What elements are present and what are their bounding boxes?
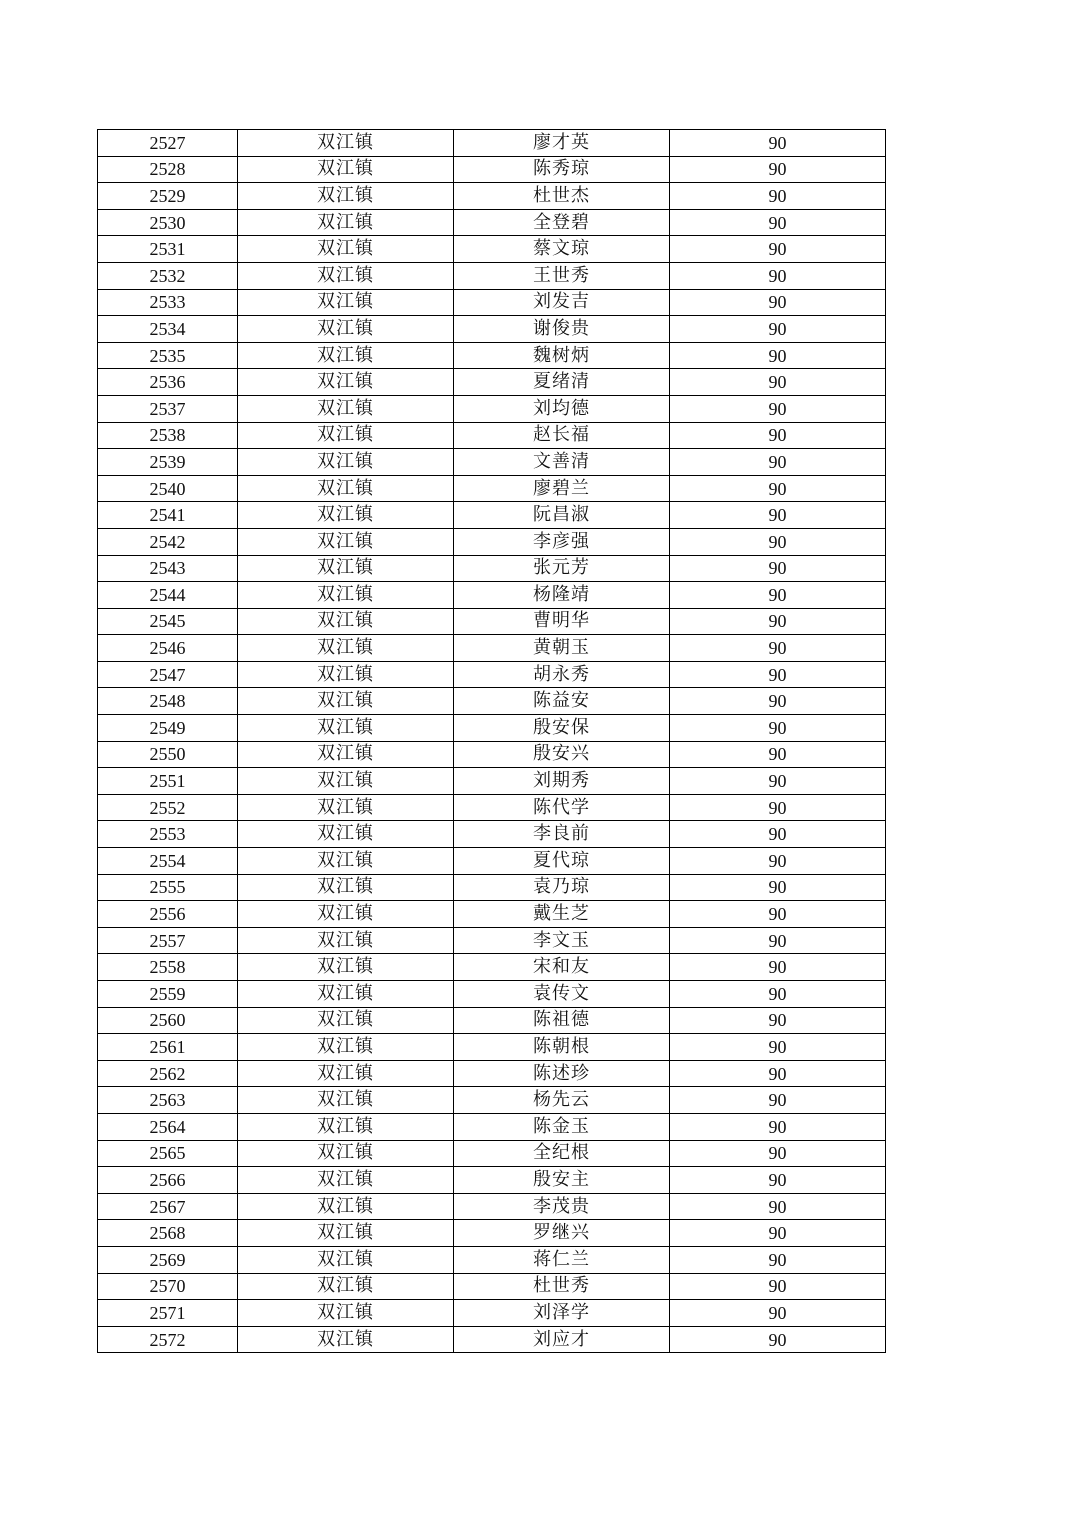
person-name-cell: 李茂贵 [454, 1193, 670, 1220]
roster-table [97, 129, 886, 1353]
person-name-cell: 夏代琼 [454, 848, 670, 875]
row-number-cell: 2532 [98, 262, 238, 289]
person-name-cell: 杨先云 [454, 1087, 670, 1114]
table-row [98, 449, 886, 476]
row-number-cell: 2557 [98, 927, 238, 954]
table-row [98, 1300, 886, 1327]
amount-cell: 90 [670, 874, 886, 901]
town-cell: 双江镇 [238, 1220, 454, 1247]
amount-cell: 90 [670, 1326, 886, 1353]
amount-cell: 90 [670, 981, 886, 1008]
amount-cell: 90 [670, 608, 886, 635]
amount-cell: 90 [670, 342, 886, 369]
row-number-cell: 2556 [98, 901, 238, 928]
amount-cell: 90 [670, 1300, 886, 1327]
amount-cell: 90 [670, 1246, 886, 1273]
table-row [98, 582, 886, 609]
row-number-cell: 2542 [98, 528, 238, 555]
amount-cell: 90 [670, 1167, 886, 1194]
table-row [98, 156, 886, 183]
table-row [98, 688, 886, 715]
table-row [98, 1087, 886, 1114]
town-cell: 双江镇 [238, 582, 454, 609]
table-row [98, 874, 886, 901]
town-cell: 双江镇 [238, 768, 454, 795]
row-number-cell: 2572 [98, 1326, 238, 1353]
person-name-cell: 刘均德 [454, 395, 670, 422]
person-name-cell: 张元芳 [454, 555, 670, 582]
table-row [98, 901, 886, 928]
table-row [98, 555, 886, 582]
person-name-cell: 陈益安 [454, 688, 670, 715]
town-cell: 双江镇 [238, 741, 454, 768]
town-cell: 双江镇 [238, 422, 454, 449]
person-name-cell: 陈述珍 [454, 1060, 670, 1087]
roster-table-body [98, 130, 886, 1353]
town-cell: 双江镇 [238, 502, 454, 529]
row-number-cell: 2564 [98, 1113, 238, 1140]
table-row [98, 422, 886, 449]
amount-cell: 90 [670, 715, 886, 742]
town-cell: 双江镇 [238, 156, 454, 183]
row-number-cell: 2559 [98, 981, 238, 1008]
table-row [98, 635, 886, 662]
amount-cell: 90 [670, 848, 886, 875]
town-cell: 双江镇 [238, 848, 454, 875]
town-cell: 双江镇 [238, 1167, 454, 1194]
table-row [98, 1326, 886, 1353]
amount-cell: 90 [670, 582, 886, 609]
person-name-cell: 文善清 [454, 449, 670, 476]
amount-cell: 90 [670, 1140, 886, 1167]
row-number-cell: 2538 [98, 422, 238, 449]
town-cell: 双江镇 [238, 1087, 454, 1114]
town-cell: 双江镇 [238, 1326, 454, 1353]
amount-cell: 90 [670, 1220, 886, 1247]
person-name-cell: 王世秀 [454, 262, 670, 289]
amount-cell: 90 [670, 449, 886, 476]
person-name-cell: 廖碧兰 [454, 475, 670, 502]
person-name-cell: 胡永秀 [454, 661, 670, 688]
person-name-cell: 殷安兴 [454, 741, 670, 768]
town-cell: 双江镇 [238, 1300, 454, 1327]
row-number-cell: 2528 [98, 156, 238, 183]
table-row [98, 608, 886, 635]
table-row [98, 183, 886, 210]
table-row [98, 927, 886, 954]
town-cell: 双江镇 [238, 954, 454, 981]
table-row [98, 262, 886, 289]
town-cell: 双江镇 [238, 874, 454, 901]
town-cell: 双江镇 [238, 1060, 454, 1087]
town-cell: 双江镇 [238, 927, 454, 954]
amount-cell: 90 [670, 369, 886, 396]
town-cell: 双江镇 [238, 901, 454, 928]
town-cell: 双江镇 [238, 981, 454, 1008]
person-name-cell: 蔡文琼 [454, 236, 670, 263]
person-name-cell: 赵长福 [454, 422, 670, 449]
person-name-cell: 宋和友 [454, 954, 670, 981]
person-name-cell: 殷安保 [454, 715, 670, 742]
table-row [98, 475, 886, 502]
table-row [98, 768, 886, 795]
table-row [98, 715, 886, 742]
table-row [98, 236, 886, 263]
row-number-cell: 2570 [98, 1273, 238, 1300]
amount-cell: 90 [670, 289, 886, 316]
amount-cell: 90 [670, 768, 886, 795]
person-name-cell: 谢俊贵 [454, 316, 670, 343]
table-row [98, 289, 886, 316]
amount-cell: 90 [670, 1193, 886, 1220]
town-cell: 双江镇 [238, 715, 454, 742]
amount-cell: 90 [670, 1060, 886, 1087]
amount-cell: 90 [670, 209, 886, 236]
town-cell: 双江镇 [238, 316, 454, 343]
person-name-cell: 李文玉 [454, 927, 670, 954]
amount-cell: 90 [670, 794, 886, 821]
row-number-cell: 2569 [98, 1246, 238, 1273]
town-cell: 双江镇 [238, 688, 454, 715]
amount-cell: 90 [670, 1273, 886, 1300]
table-row [98, 1034, 886, 1061]
row-number-cell: 2552 [98, 794, 238, 821]
person-name-cell: 罗继兴 [454, 1220, 670, 1247]
amount-cell: 90 [670, 475, 886, 502]
table-row [98, 1167, 886, 1194]
table-row [98, 1273, 886, 1300]
person-name-cell: 刘期秀 [454, 768, 670, 795]
amount-cell: 90 [670, 316, 886, 343]
row-number-cell: 2562 [98, 1060, 238, 1087]
person-name-cell: 蒋仁兰 [454, 1246, 670, 1273]
amount-cell: 90 [670, 262, 886, 289]
person-name-cell: 刘应才 [454, 1326, 670, 1353]
table-row [98, 1113, 886, 1140]
row-number-cell: 2554 [98, 848, 238, 875]
row-number-cell: 2548 [98, 688, 238, 715]
row-number-cell: 2567 [98, 1193, 238, 1220]
row-number-cell: 2571 [98, 1300, 238, 1327]
town-cell: 双江镇 [238, 369, 454, 396]
person-name-cell: 曹明华 [454, 608, 670, 635]
row-number-cell: 2547 [98, 661, 238, 688]
person-name-cell: 杜世杰 [454, 183, 670, 210]
row-number-cell: 2534 [98, 316, 238, 343]
person-name-cell: 陈代学 [454, 794, 670, 821]
row-number-cell: 2533 [98, 289, 238, 316]
person-name-cell: 全登碧 [454, 209, 670, 236]
amount-cell: 90 [670, 1087, 886, 1114]
person-name-cell: 袁传文 [454, 981, 670, 1008]
town-cell: 双江镇 [238, 1246, 454, 1273]
row-number-cell: 2537 [98, 395, 238, 422]
amount-cell: 90 [670, 528, 886, 555]
row-number-cell: 2553 [98, 821, 238, 848]
row-number-cell: 2550 [98, 741, 238, 768]
town-cell: 双江镇 [238, 528, 454, 555]
town-cell: 双江镇 [238, 342, 454, 369]
row-number-cell: 2551 [98, 768, 238, 795]
amount-cell: 90 [670, 395, 886, 422]
person-name-cell: 陈朝根 [454, 1034, 670, 1061]
row-number-cell: 2568 [98, 1220, 238, 1247]
table-row [98, 1007, 886, 1034]
town-cell: 双江镇 [238, 183, 454, 210]
row-number-cell: 2549 [98, 715, 238, 742]
person-name-cell: 袁乃琼 [454, 874, 670, 901]
amount-cell: 90 [670, 901, 886, 928]
amount-cell: 90 [670, 156, 886, 183]
table-row [98, 316, 886, 343]
row-number-cell: 2555 [98, 874, 238, 901]
town-cell: 双江镇 [238, 661, 454, 688]
town-cell: 双江镇 [238, 1007, 454, 1034]
row-number-cell: 2546 [98, 635, 238, 662]
person-name-cell: 李彦强 [454, 528, 670, 555]
amount-cell: 90 [670, 954, 886, 981]
table-row [98, 369, 886, 396]
town-cell: 双江镇 [238, 209, 454, 236]
town-cell: 双江镇 [238, 236, 454, 263]
person-name-cell: 魏树炳 [454, 342, 670, 369]
amount-cell: 90 [670, 130, 886, 157]
table-row [98, 209, 886, 236]
person-name-cell: 戴生芝 [454, 901, 670, 928]
row-number-cell: 2543 [98, 555, 238, 582]
row-number-cell: 2531 [98, 236, 238, 263]
table-row [98, 1140, 886, 1167]
amount-cell: 90 [670, 821, 886, 848]
table-row [98, 821, 886, 848]
row-number-cell: 2561 [98, 1034, 238, 1061]
person-name-cell: 李良前 [454, 821, 670, 848]
person-name-cell: 杜世秀 [454, 1273, 670, 1300]
table-row [98, 528, 886, 555]
row-number-cell: 2535 [98, 342, 238, 369]
amount-cell: 90 [670, 1007, 886, 1034]
town-cell: 双江镇 [238, 1140, 454, 1167]
town-cell: 双江镇 [238, 555, 454, 582]
row-number-cell: 2560 [98, 1007, 238, 1034]
person-name-cell: 夏绪清 [454, 369, 670, 396]
amount-cell: 90 [670, 635, 886, 662]
town-cell: 双江镇 [238, 262, 454, 289]
amount-cell: 90 [670, 555, 886, 582]
amount-cell: 90 [670, 422, 886, 449]
row-number-cell: 2544 [98, 582, 238, 609]
person-name-cell: 阮昌淑 [454, 502, 670, 529]
row-number-cell: 2566 [98, 1167, 238, 1194]
row-number-cell: 2558 [98, 954, 238, 981]
row-number-cell: 2530 [98, 209, 238, 236]
amount-cell: 90 [670, 927, 886, 954]
row-number-cell: 2527 [98, 130, 238, 157]
table-row [98, 981, 886, 1008]
town-cell: 双江镇 [238, 821, 454, 848]
town-cell: 双江镇 [238, 130, 454, 157]
amount-cell: 90 [670, 688, 886, 715]
table-row [98, 1246, 886, 1273]
row-number-cell: 2545 [98, 608, 238, 635]
row-number-cell: 2540 [98, 475, 238, 502]
table-row [98, 1060, 886, 1087]
table-row [98, 741, 886, 768]
town-cell: 双江镇 [238, 1113, 454, 1140]
town-cell: 双江镇 [238, 794, 454, 821]
person-name-cell: 杨隆靖 [454, 582, 670, 609]
person-name-cell: 黄朝玉 [454, 635, 670, 662]
row-number-cell: 2536 [98, 369, 238, 396]
town-cell: 双江镇 [238, 395, 454, 422]
amount-cell: 90 [670, 1034, 886, 1061]
table-row [98, 661, 886, 688]
table-row [98, 1193, 886, 1220]
row-number-cell: 2541 [98, 502, 238, 529]
town-cell: 双江镇 [238, 1273, 454, 1300]
table-row [98, 395, 886, 422]
table-row [98, 848, 886, 875]
row-number-cell: 2539 [98, 449, 238, 476]
person-name-cell: 陈金玉 [454, 1113, 670, 1140]
town-cell: 双江镇 [238, 475, 454, 502]
amount-cell: 90 [670, 1113, 886, 1140]
table-row [98, 342, 886, 369]
amount-cell: 90 [670, 183, 886, 210]
table-row [98, 130, 886, 157]
person-name-cell: 刘泽学 [454, 1300, 670, 1327]
table-row [98, 502, 886, 529]
person-name-cell: 廖才英 [454, 130, 670, 157]
town-cell: 双江镇 [238, 635, 454, 662]
row-number-cell: 2563 [98, 1087, 238, 1114]
person-name-cell: 全纪根 [454, 1140, 670, 1167]
town-cell: 双江镇 [238, 289, 454, 316]
amount-cell: 90 [670, 741, 886, 768]
town-cell: 双江镇 [238, 1034, 454, 1061]
amount-cell: 90 [670, 502, 886, 529]
person-name-cell: 陈秀琼 [454, 156, 670, 183]
person-name-cell: 殷安主 [454, 1167, 670, 1194]
table-row [98, 794, 886, 821]
person-name-cell: 陈祖德 [454, 1007, 670, 1034]
row-number-cell: 2565 [98, 1140, 238, 1167]
town-cell: 双江镇 [238, 1193, 454, 1220]
table-row [98, 954, 886, 981]
table-row [98, 1220, 886, 1247]
amount-cell: 90 [670, 236, 886, 263]
amount-cell: 90 [670, 661, 886, 688]
row-number-cell: 2529 [98, 183, 238, 210]
town-cell: 双江镇 [238, 608, 454, 635]
town-cell: 双江镇 [238, 449, 454, 476]
person-name-cell: 刘发吉 [454, 289, 670, 316]
